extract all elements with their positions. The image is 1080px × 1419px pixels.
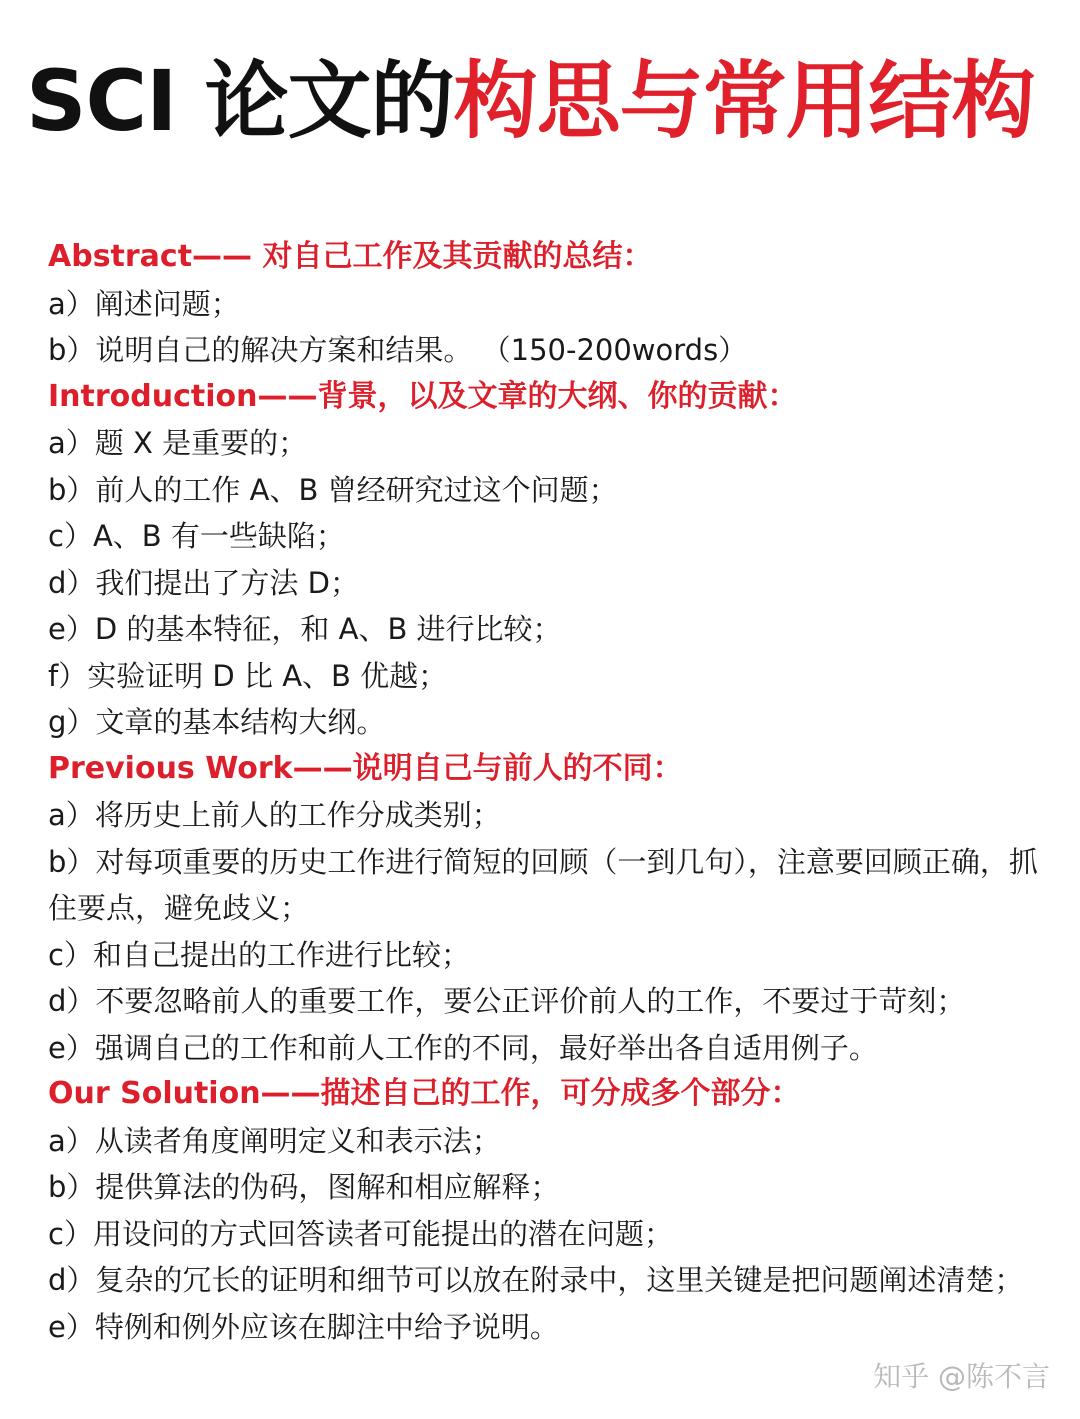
list-item: e）特例和例外应该在脚注中给予说明。 (48, 1309, 559, 1344)
list-item: e）D 的基本特征，和 A、B 进行比较； (48, 612, 562, 646)
list-item: f）实验证明 D 比 A、B 优越； (48, 658, 448, 693)
list-item: a）阐述问题； (48, 286, 240, 321)
page-title (26, 46, 1066, 156)
list-item: b）对每项重要的历史工作进行简短的回顾（一到几句），注意要回顾正确，抓住要点，避免歧义； (48, 844, 1038, 925)
list-item: b）提供算法的伪码，图解和相应解释； (48, 1170, 560, 1204)
title-red-part: 构思与常用结构 (453, 52, 1035, 150)
list-item: d）复杂的冗长的证明和细节可以放在附录中，这里关键是把问题阐述清楚； (48, 1263, 1024, 1297)
list-item: c）用设问的方式回答读者可能提出的潜在问题； (48, 1216, 673, 1251)
section-introduction (48, 374, 1048, 746)
list-item: g）文章的基本结构大纲。 (48, 705, 386, 739)
section-abstract (48, 234, 1048, 374)
list-item: b）说明自己的解决方案和结果。 （150-200words） (48, 333, 748, 367)
list-item: c）和自己提出的工作进行比较； (48, 937, 470, 972)
section-heading-introduction: Introduction——背景，以及文章的大纲、你的贡献： (48, 378, 798, 414)
list-item: e）强调自己的工作和前人工作的不同，最好举出各自适用例子。 (48, 1030, 878, 1065)
list-item: c）A、B 有一些缺陷； (48, 519, 345, 553)
list-item: a）将历史上前人的工作分成类别； (48, 798, 501, 832)
section-heading-abstract: Abstract—— 对自己工作及其贡献的总结： (48, 239, 653, 274)
section-heading-previous-work: Previous Work——说明自己与前人的不同： (48, 750, 683, 786)
watermark: 知乎 @陈不言 (873, 1360, 1050, 1393)
title-black-part: SCI 论文的 (26, 52, 454, 150)
section-our-solution (48, 1071, 1048, 1350)
list-item: a）题 X 是重要的； (48, 426, 308, 460)
list-item: d）不要忽略前人的重要工作，要公正评价前人的工作，不要过于苛刻； (48, 984, 966, 1018)
document-body (48, 234, 1048, 1350)
section-previous-work (48, 746, 1048, 1072)
list-item: d）我们提出了方法 D； (48, 565, 359, 600)
list-item: a）从读者角度阐明定义和表示法； (48, 1123, 501, 1158)
list-item: b）前人的工作 A、B 曾经研究过这个问题； (48, 472, 618, 507)
section-heading-our-solution: Our Solution——描述自己的工作，可分成多个部分： (48, 1076, 801, 1111)
